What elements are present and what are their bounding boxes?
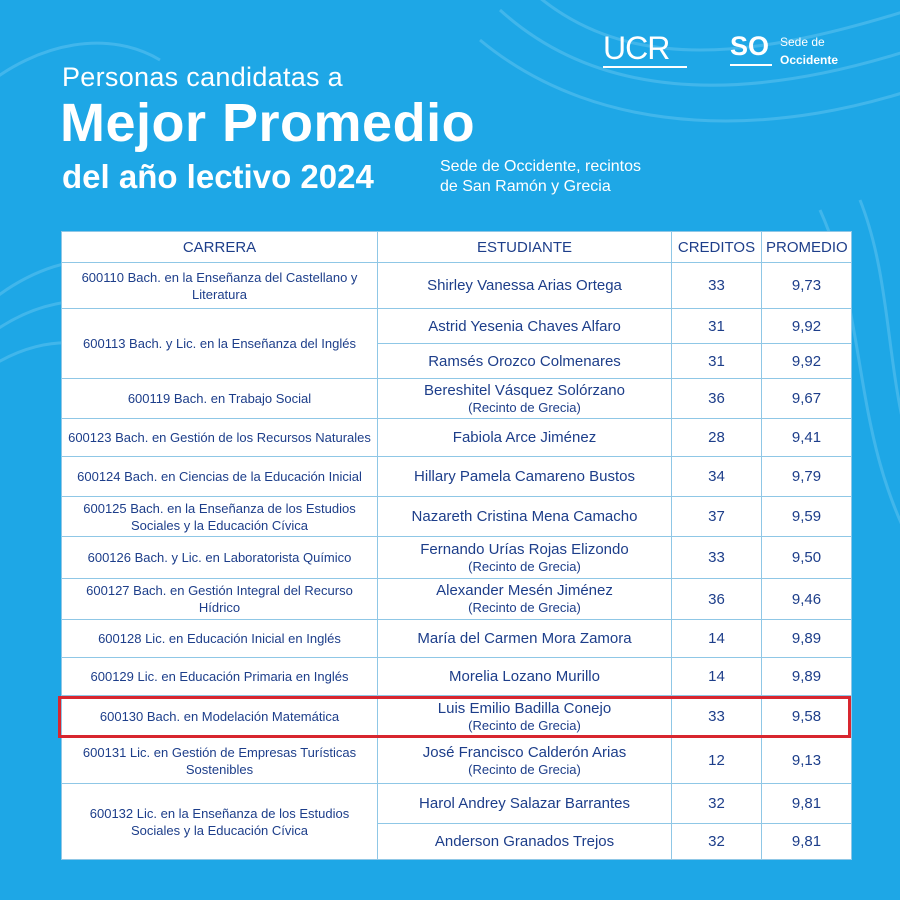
header-creditos: CREDITOS [672, 232, 762, 263]
promedio-cell: 9,89 [762, 658, 852, 696]
promedio-cell: 9,89 [762, 620, 852, 658]
estudiante-cell: Ramsés Orozco Colmenares [378, 344, 672, 379]
creditos-cell: 28 [672, 419, 762, 457]
sede-logo-text [780, 33, 838, 69]
estudiante-cell: Anderson Granados Trejos [378, 824, 672, 860]
table-row [62, 497, 852, 537]
creditos-cell: 37 [672, 497, 762, 537]
table-row [62, 620, 852, 658]
creditos-cell: 33 [672, 696, 762, 738]
carrera-cell: 600123 Bach. en Gestión de los Recursos Naturales [62, 419, 378, 457]
promedio-cell: 9,67 [762, 379, 852, 419]
recinto-note: (Recinto de Grecia) [468, 600, 581, 615]
estudiante-cell: María del Carmen Mora Zamora [378, 620, 672, 658]
carrera-cell: 600113 Bach. y Lic. en la Enseñanza del Inglés [62, 309, 378, 379]
table-row-highlighted [62, 696, 852, 738]
subtitle-line-2: de San Ramón y Grecia [440, 178, 611, 195]
estudiante-cell [378, 537, 672, 579]
estudiante-name: José Francisco Calderón Arias [422, 743, 627, 761]
ucr-logo: UCR [603, 30, 670, 66]
creditos-cell: 33 [672, 263, 762, 309]
table-row [62, 457, 852, 497]
estudiante-cell [378, 696, 672, 738]
estudiante-cell: Nazareth Cristina Mena Camacho [378, 497, 672, 537]
table-row [62, 379, 852, 419]
header-carrera: CARRERA [62, 232, 378, 263]
estudiante-cell: Shirley Vanessa Arias Ortega [378, 263, 672, 309]
so-logo-underline [730, 64, 772, 66]
estudiante-cell [378, 379, 672, 419]
creditos-cell: 36 [672, 379, 762, 419]
creditos-cell: 33 [672, 537, 762, 579]
estudiante-cell: Morelia Lozano Murillo [378, 658, 672, 696]
table-header-row [62, 232, 852, 263]
table-row [62, 579, 852, 620]
carrera-cell: 600129 Lic. en Educación Primaria en Inglés [62, 658, 378, 696]
ucr-logo-underline [603, 66, 687, 68]
estudiante-cell [378, 579, 672, 620]
table-row [62, 738, 852, 784]
table-row [62, 537, 852, 579]
table-row [62, 784, 852, 824]
estudiante-name: Luis Emilio Badilla Conejo [437, 699, 612, 717]
estudiante-cell: Astrid Yesenia Chaves Alfaro [378, 309, 672, 344]
creditos-cell: 32 [672, 824, 762, 860]
promedio-cell: 9,58 [762, 696, 852, 738]
table-row [62, 419, 852, 457]
header-promedio: PROMEDIO [762, 232, 852, 263]
heading-year: del año lectivo 2024 [62, 158, 374, 195]
estudiante-cell: Fabiola Arce Jiménez [378, 419, 672, 457]
estudiante-name: Bereshitel Vásquez Solórzano [424, 381, 625, 399]
carrera-cell: 600127 Bach. en Gestión Integral del Recurso Hídrico [62, 579, 378, 620]
creditos-cell: 14 [672, 620, 762, 658]
creditos-cell: 32 [672, 784, 762, 824]
recinto-note: (Recinto de Grecia) [468, 761, 581, 777]
estudiante-name: Fernando Urías Rojas Elizondo [420, 540, 629, 558]
promedio-cell: 9,41 [762, 419, 852, 457]
subtitle-line-1: Sede de Occidente, recintos [440, 158, 642, 175]
table-row [62, 658, 852, 696]
creditos-cell: 31 [672, 309, 762, 344]
header-estudiante: ESTUDIANTE [378, 232, 672, 263]
sede-line-1: Sede de [780, 35, 825, 49]
carrera-cell: 600131 Lic. en Gestión de Empresas Turísticas Sostenibles [62, 738, 378, 784]
carrera-cell: 600110 Bach. en la Enseñanza del Castellano y Literatura [62, 263, 378, 309]
sede-line-2: Occidente [780, 53, 839, 67]
creditos-cell: 34 [672, 457, 762, 497]
creditos-cell: 36 [672, 579, 762, 620]
promedio-cell: 9,79 [762, 457, 852, 497]
promedio-cell: 9,92 [762, 309, 852, 344]
recinto-note: (Recinto de Grecia) [468, 717, 581, 733]
recinto-note: (Recinto de Grecia) [468, 399, 581, 415]
recinto-note: (Recinto de Grecia) [468, 558, 581, 574]
carrera-cell: 600126 Bach. y Lic. en Laboratorista Químico [62, 537, 378, 579]
promedio-cell: 9,81 [762, 824, 852, 860]
heading-subtitle [440, 157, 720, 197]
heading-title: Mejor Promedio [60, 93, 476, 153]
promedio-cell: 9,46 [762, 579, 852, 620]
promedio-cell: 9,92 [762, 344, 852, 379]
carrera-cell: 600125 Bach. en la Enseñanza de los Estudios Sociales y la Educación Cívica [62, 497, 378, 537]
carrera-cell: 600124 Bach. en Ciencias de la Educación Inicial [62, 457, 378, 497]
promedio-cell: 9,13 [762, 738, 852, 784]
promedio-cell: 9,73 [762, 263, 852, 309]
estudiante-cell: Harol Andrey Salazar Barrantes [378, 784, 672, 824]
estudiante-cell: Hillary Pamela Camareno Bustos [378, 457, 672, 497]
carrera-cell: 600128 Lic. en Educación Inicial en Inglés [62, 620, 378, 658]
promedio-cell: 9,59 [762, 497, 852, 537]
creditos-cell: 31 [672, 344, 762, 379]
table-row [62, 263, 852, 309]
candidates-table [61, 231, 852, 860]
carrera-cell: 600119 Bach. en Trabajo Social [62, 379, 378, 419]
promedio-cell: 9,81 [762, 784, 852, 824]
creditos-cell: 12 [672, 738, 762, 784]
carrera-cell: 600130 Bach. en Modelación Matemática [62, 696, 378, 738]
estudiante-cell [378, 738, 672, 784]
estudiante-name: Alexander Mesén Jiménez [436, 582, 613, 599]
creditos-cell: 14 [672, 658, 762, 696]
promedio-cell: 9,50 [762, 537, 852, 579]
so-logo: SO [730, 31, 770, 61]
heading-line-1: Personas candidatas a [62, 62, 343, 92]
carrera-cell: 600132 Lic. en la Enseñanza de los Estudios Sociales y la Educación Cívica [62, 784, 378, 860]
table-row [62, 309, 852, 344]
